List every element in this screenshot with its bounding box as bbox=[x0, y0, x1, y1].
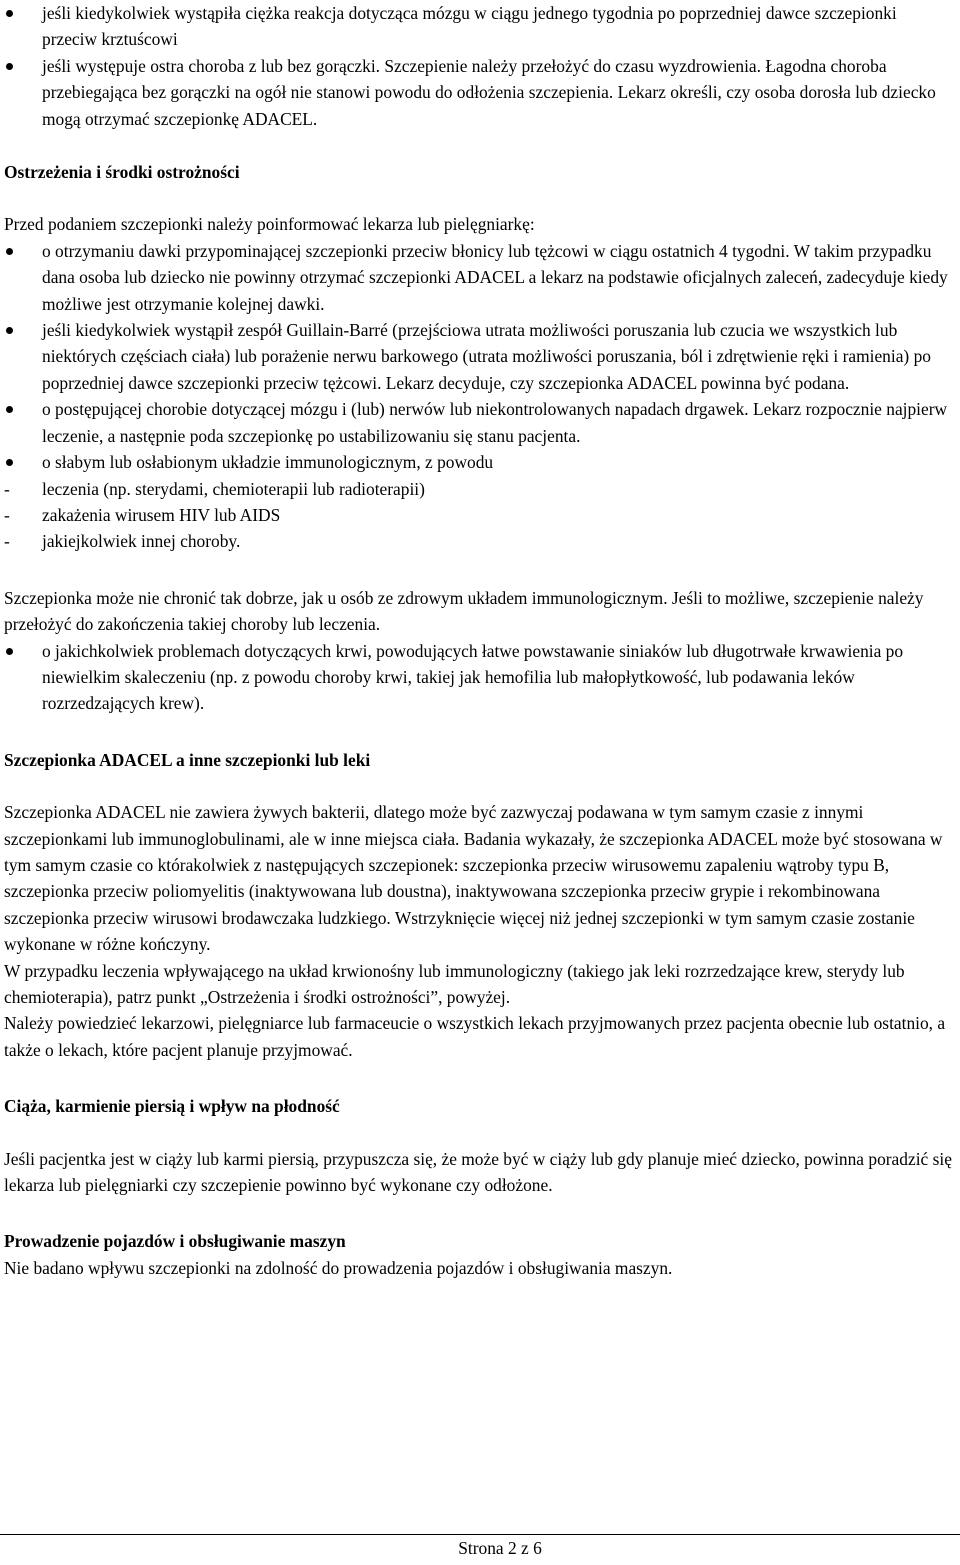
other-vaccines-paragraph: W przypadku leczenia wpływającego na układ krwionośny lub immunologiczny (takiego jak leki rozrzedzające krew, sterydy lub chemioterapia), patrz punkt „Ostrzeżenia i środki ostrożności”, powyżej. bbox=[4, 960, 905, 1007]
list-item: o słabym lub osłabionym układzie immunologicznym, z powodu bbox=[4, 449, 956, 475]
other-vaccines-paragraph: Należy powiedzieć lekarzowi, pielęgniarce lub farmaceucie o wszystkich lekach przyjmowanych przez pacjenta obecnie lub ostatnio, a także o lekach, które pacjent planuje przyjmować. bbox=[4, 1013, 946, 1060]
immunity-cause-list bbox=[4, 476, 956, 555]
list-item: - leczenia (np. sterydami, chemioterapii lub radioterapii) bbox=[4, 476, 956, 502]
list-item: o postępującej chorobie dotyczącej mózgu i (lub) nerwów lub niekontrolowanych napadach drgawek. Lekarz rozpocznie najpierw leczenie, a następnie poda szczepionkę po ustabilizowaniu się stanu pacjenta. bbox=[4, 396, 956, 449]
list-item: jeśli kiedykolwiek wystąpiła ciężka reakcja dotycząca mózgu w ciągu jednego tygodnia po poprzedniej dawce szczepionki przeciw krztuścowi bbox=[4, 0, 956, 53]
list-item: o jakichkolwiek problemach dotyczących krwi, powodujących łatwe powstawanie siniaków lub długotrwałe krwawienia po niewielkim skaleczeniu (np. z powodu choroby krwi, takiej jak hemofilia lub małopłytkowość, lub podawania leków rozrzedzających krew). bbox=[4, 638, 956, 717]
immunity-paragraph: Szczepionka może nie chronić tak dobrze, jak u osób ze zdrowym układem immunologicznym. Jeśli to możliwe, szczepienie należy przełożyć do zakończenia takiej choroby lub leczenia. bbox=[4, 587, 924, 635]
list-item: - jakiejkolwiek innej choroby. bbox=[4, 528, 956, 554]
warnings-list bbox=[4, 238, 956, 476]
list-item: o otrzymaniu dawki przypominającej szczepionki przeciw błonicy lub tężcowi w ciągu ostatnich 4 tygodni. W takim przypadku dana osoba lub dziecko nie powinny otrzymać szczepionki ADACEL a lekarz na podstawie oficjalnych zaleceń, zadecyduje kiedy możliwe jest otrzymanie kolejnej dawki. bbox=[4, 238, 956, 317]
document-content bbox=[4, 0, 956, 1281]
warnings-heading: Ostrzeżenia i środki ostrożności bbox=[4, 162, 240, 183]
list-item: jeśli kiedykolwiek wystąpił zespół Guillain-Barré (przejściowa utrata możliwości poruszania lub czucia we wszystkich lub niektórych częściach ciała) lub porażenie nerwu barkowego (utrata możliwości poruszania, ból i zdrętwienie ręki i ramienia) po poprzedniej dawce szczepionki przeciw tężcowi. Lekarz decyduje, czy szczepionka ADACEL powinna być podana. bbox=[4, 317, 956, 396]
other-vaccines-paragraph: Szczepionka ADACEL nie zawiera żywych bakterii, dlatego może być zazwyczaj podawana w tym samym czasie z innymi szczepionkami lub immunoglobulinami, ale w inne miejsca ciała. Badania wykazały, że szczepionka ADACEL może być stosowana w tym samym czasie co którakolwiek z następujących szczepionek: szczepionka przeciw wirusowemu zapaleniu wątroby typu B, szczepionka przeciw poliomyelitis (inaktywowana lub doustna), inaktywowana szczepionka przeciw grypie i rekombinowana szczepionka przeciw wirusowi brodawczaka ludzkiego. Wstrzyknięcie więcej niż jednej szczepionki w tym samym czasie zostanie wykonane w różne kończyny. bbox=[4, 802, 943, 955]
warnings-intro: Przed podaniem szczepionki należy poinformować lekarza lub pielęgniarkę: bbox=[4, 214, 535, 235]
list-item: - zakażenia wirusem HIV lub AIDS bbox=[4, 502, 956, 528]
other-vaccines-heading: Szczepionka ADACEL a inne szczepionki lub leki bbox=[4, 749, 371, 770]
driving-heading: Prowadzenie pojazdów i obsługiwanie maszyn bbox=[4, 1231, 346, 1252]
footer-divider bbox=[0, 1534, 960, 1535]
contraindication-list bbox=[4, 0, 956, 132]
blood-warning-list bbox=[4, 638, 956, 717]
pregnancy-heading: Ciąża, karmienie piersią i wpływ na płodność bbox=[4, 1096, 340, 1117]
pregnancy-paragraph: Jeśli pacjentka jest w ciąży lub karmi piersią, przypuszcza się, że może być w ciąży lub gdy planuje mieć dziecko, powinna poradzić się lekarza lub pielęgniarki czy szczepienie powinno być wykonane czy odłożone. bbox=[4, 1148, 952, 1196]
driving-paragraph: Nie badano wpływu szczepionki na zdolność do prowadzenia pojazdów i obsługiwania maszyn. bbox=[4, 1257, 673, 1278]
page-number: Strona 2 z 6 bbox=[458, 1538, 542, 1558]
list-item: jeśli występuje ostra choroba z lub bez gorączki. Szczepienie należy przełożyć do czasu wyzdrowienia. Łagodna choroba przebiegająca bez gorączki na ogół nie stanowi powodu do odłożenia szczepienia. Lekarz określi, czy osoba dorosła lub dziecko mogą otrzymać szczepionkę ADACEL. bbox=[4, 53, 956, 132]
